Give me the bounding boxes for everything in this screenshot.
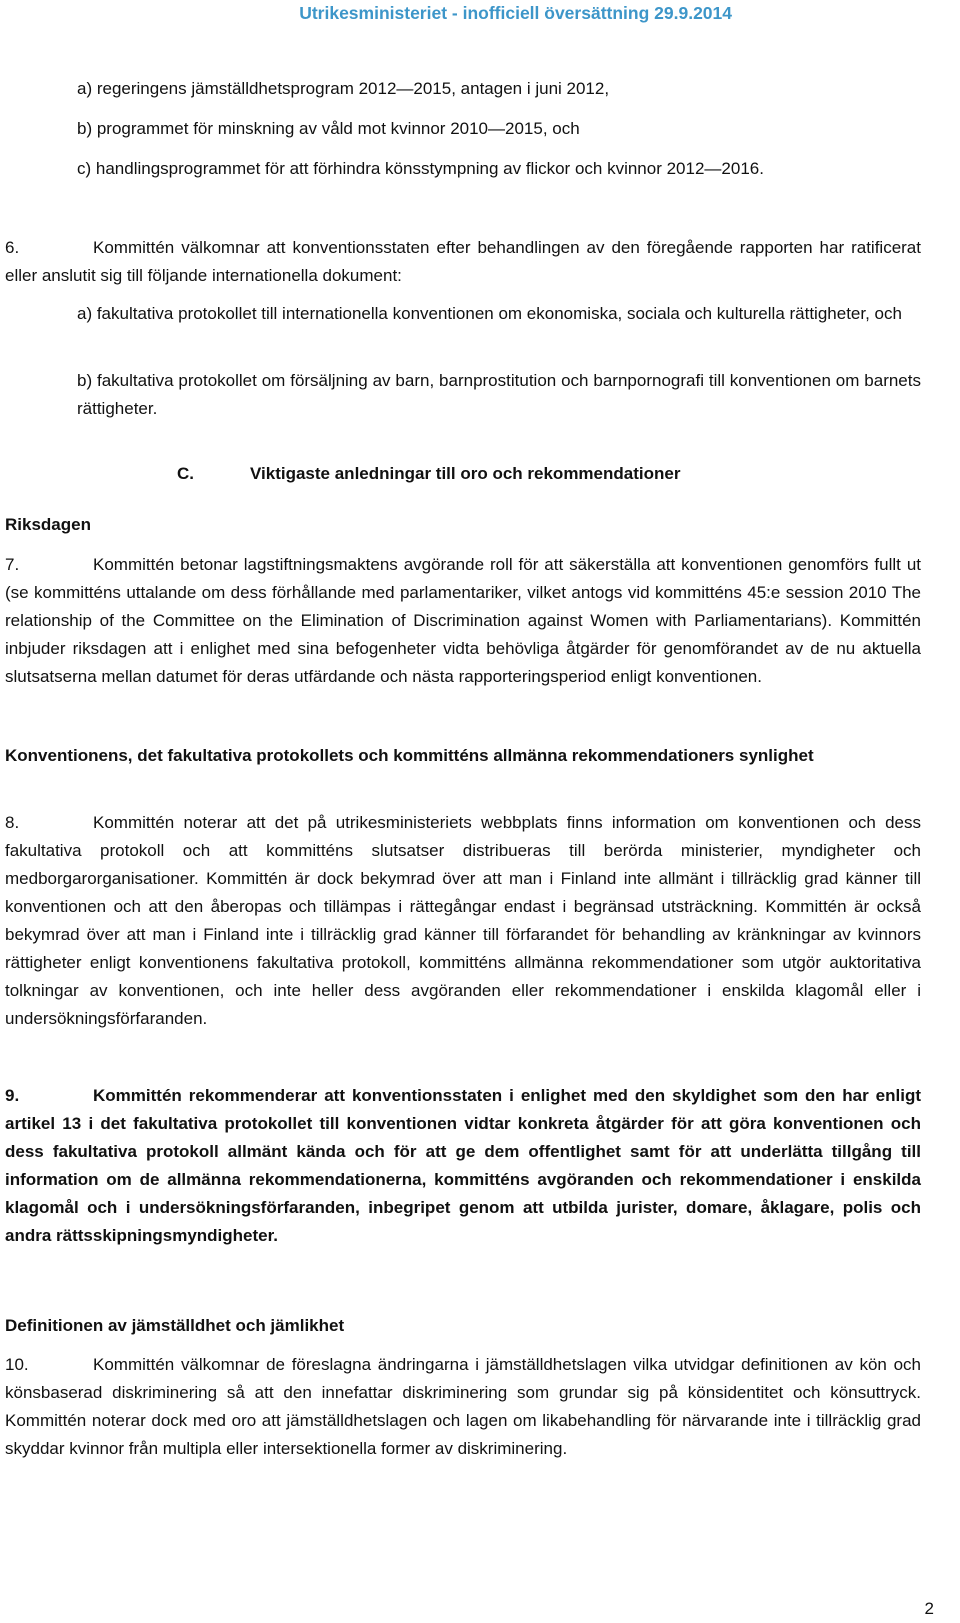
- paragraph-text: Kommittén noterar att det på utrikesministeriets webbplats finns information om konventionen och dess fakultativa protokoll och att kommitténs slutsatser distribueras till berörda ministerier, myndigheter och medborgarorganisationer. Kommittén är dock bekymrad över att man i Finland inte allmänt i tillräcklig grad känner till konventionen och att den åberopas och tillämpas i rättegångar endast i begränsad utsträckning. Kommittén är också bekymrad över att man i Finland inte i tillräcklig grad känner till förfarandet för behandling av kränkningar av kvinnors rättigheter enligt konventionens fakultativa protokoll, kommitténs allmänna rekommendationer som utgör auktoritativa tolkningar av konventionen, och inte heller dess avgöranden eller rekommendationer i enskilda klagomål eller i undersökningsförfaranden.: [5, 813, 921, 1028]
- page-number: 2: [924, 1599, 934, 1618]
- paragraph-text: Kommittén rekommenderar att konventionsstaten i enlighet med den skyldighet som den har enligt artikel 13 i det fakultativa protokollet till konventionen vidtar konkreta åtgärder för att göra konventionen och dess fakultativa protokoll allmänt kända och för att ge dem offentlighet samt för att underlätta tillgång till information om de allmänna rekommendationerna, kommitténs avgöranden och rekommendationer i enskilda klagomål och i undersökningsförfaranden, inbegripet genom att utbilda jurister, domare, åklagare, polis och andra rättsskipningsmyndigheter.: [5, 1086, 921, 1245]
- section-c-heading: [177, 460, 680, 488]
- paragraph-7: [5, 551, 921, 691]
- paragraph-9: [5, 1082, 921, 1250]
- paragraph-number: 6.: [5, 238, 20, 257]
- paragraph-number: 7.: [5, 555, 20, 574]
- paragraph-8: [5, 809, 921, 1033]
- riksdagen-heading: Riksdagen: [5, 515, 91, 534]
- paragraph-6: [5, 234, 921, 290]
- document-header: Utrikesministeriet - inofficiell översättning 29.9.2014: [299, 3, 732, 23]
- paragraph-number: 10.: [5, 1355, 29, 1374]
- list-item-a: a) regeringens jämställdhetsprogram 2012—2015, antagen i juni 2012,: [77, 79, 610, 98]
- paragraph-number: 8.: [5, 813, 20, 832]
- definition-heading: Definitionen av jämställdhet och jämlikhet: [5, 1316, 345, 1335]
- paragraph-text: Kommittén välkomnar att konventionsstaten efter behandlingen av den föregående rapporten har ratificerat eller anslutit sig till följande internationella dokument:: [5, 238, 921, 285]
- paragraph-6-item-b: b) fakultativa protokollet om försäljning av barn, barnprostitution och barnpornografi till konventionen om barnets rättigheter.: [77, 371, 921, 418]
- synlighet-heading: Konventionens, det fakultativa protokollets och kommitténs allmänna rekommendationers synlighet: [5, 746, 814, 765]
- list-item-c: c) handlingsprogrammet för att förhindra könsstympning av flickor och kvinnor 2012—2016.: [77, 159, 764, 178]
- section-title: Viktigaste anledningar till oro och rekommendationer: [250, 464, 681, 483]
- paragraph-6-item-a: a) fakultativa protokollet till internationella konventionen om ekonomiska, sociala och kulturella rättigheter, och: [77, 304, 902, 323]
- paragraph-text: Kommittén betonar lagstiftningsmaktens avgörande roll för att säkerställa att konventionen genomförs fullt ut (se kommitténs uttalande om dess förhållande med parlamentariker, vilket antogs vid kommitténs 45:e session 2010 The relationship of the Committee on the Elimination of Discrimination against Women with Parliamentarians). Kommittén inbjuder riksdagen att i enlighet med sina befogenheter vidta behövliga åtgärder för genomförandet av de nu aktuella slutsatserna mellan datumet för deras utfärdande och nästa rapporteringsperiod enligt konventionen.: [5, 555, 921, 686]
- list-item-b: b) programmet för minskning av våld mot kvinnor 2010—2015, och: [77, 119, 580, 138]
- paragraph-10: [5, 1351, 921, 1463]
- paragraph-number: 9.: [5, 1086, 20, 1105]
- section-letter: C.: [177, 464, 194, 483]
- paragraph-text: Kommittén välkomnar de föreslagna ändringarna i jämställdhetslagen vilka utvidgar definitionen av kön och könsbaserad diskriminering så att den innefattar diskriminering som grundar sig på könsidentitet och könsuttryck. Kommittén noterar dock med oro att jämställdhetslagen och lagen om likabehandling för närvarande inte i tillräcklig grad skyddar kvinnor från multipla eller intersektionella former av diskriminering.: [5, 1355, 921, 1458]
